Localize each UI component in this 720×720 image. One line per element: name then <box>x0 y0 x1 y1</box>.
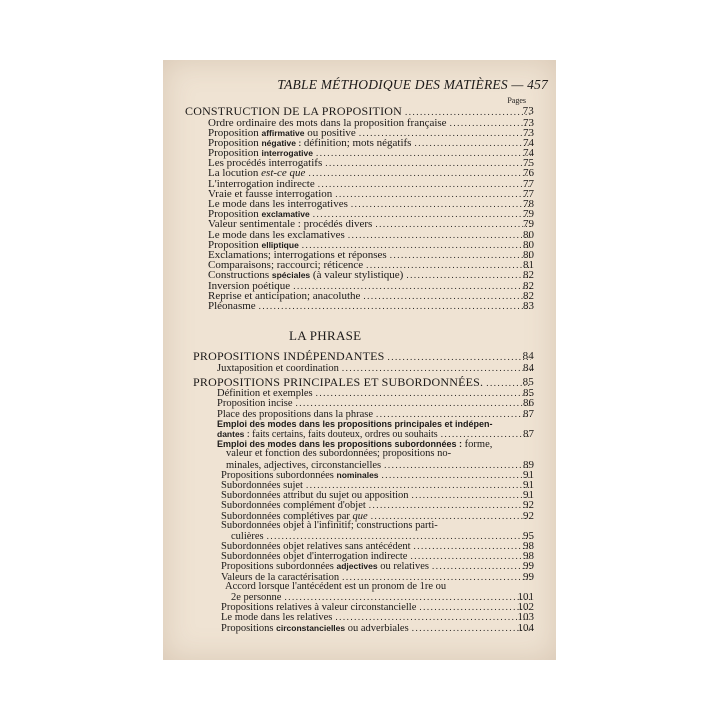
page-number: 82 <box>523 269 534 282</box>
toc-entry-infinitif-line2: culières ..... 95 <box>163 531 556 541</box>
toc-entry: Constructions spéciales (à valeur stylistique) ..... 82 <box>163 270 556 280</box>
toc-entry-accord-line1: Accord lorsque l'antécédent est un pronom de 1re ou <box>225 580 447 592</box>
toc-entry: Vraie et fausse interrogation ..... 77 <box>163 189 556 199</box>
toc-entry: Propositions subordonnées adjectives ou relatives ..... 99 <box>163 561 556 571</box>
toc-entry: Proposition négative : définition; mots négatifs ..... 74 <box>163 138 556 148</box>
page-number: 92 <box>523 499 534 512</box>
toc-entry: Proposition affirmative ou positive ..... 73 <box>163 128 556 138</box>
toc-entry-infinitif-line1: Subordonnées objet à l'infinitif; constructions parti- <box>221 519 438 531</box>
page-number: 77 <box>523 187 534 200</box>
toc-entry: Subordonnées objet d'interrogation indirecte ..... 98 <box>163 551 556 561</box>
toc-entry: Pléonasme ..... 83 <box>163 301 556 311</box>
toc-entry-emploi-modes-2-line1: Emploi des modes dans les propositions subordonnées : forme, <box>217 439 493 451</box>
toc-heading-principales: PROPOSITIONS PRINCIPALES ET SUBORDONNÉES. ..... 85 <box>163 377 556 389</box>
toc-entry: Subordonnées attribut du sujet ou apposition ..... 91 <box>163 490 556 500</box>
toc-entry: Subordonnées sujet ..... 91 <box>163 480 556 490</box>
book-page <box>163 60 556 660</box>
page-number: 91 <box>523 478 534 491</box>
page-number: 82 <box>523 289 534 302</box>
page-number: 91 <box>523 468 534 481</box>
toc-entry-emploi-modes-1-line2: dantes : faits certains, faits douteux, ordres ou souhaits ..... 87 <box>163 429 556 439</box>
toc-entry: Définition et exemples ..... 85 <box>163 388 556 398</box>
toc-entry: Inversion poétique ..... 82 <box>163 281 556 291</box>
toc-entry: Les procédés interrogatifs ..... 75 <box>163 158 556 168</box>
page-number: 92 <box>523 509 534 522</box>
page-number: 85 <box>523 387 534 400</box>
toc-entry: Valeur sentimentale : procédés divers ..... 79 <box>163 219 556 229</box>
toc-entry: Le mode dans les exclamatives ..... 80 <box>163 230 556 240</box>
toc-entry: Proposition incise ..... 86 <box>163 398 556 408</box>
toc-entry: Exclamations; interrogations et réponses ..... 80 <box>163 250 556 260</box>
toc-entry: Valeurs de la caractérisation ..... 99 <box>163 572 556 582</box>
page-number: 73 <box>523 126 534 139</box>
page-number: 79 <box>523 208 534 221</box>
page-number: 99 <box>523 570 534 583</box>
page-number: 104 <box>517 621 534 634</box>
page-number: 99 <box>523 560 534 573</box>
toc-entry-emploi-modes-2-line3: minales, adjectives, circonstancielles ..... 89 <box>163 460 556 470</box>
page-number: 75 <box>523 157 534 170</box>
toc-entry: Le mode dans les relatives ..... 103 <box>163 612 556 622</box>
toc-entry-emploi-modes-2-line2: valeur et fonction des subordonnées; propositions no- <box>226 448 452 460</box>
toc-entry: Propositions subordonnées nominales ..... 91 <box>163 470 556 480</box>
page-number: 73 <box>523 116 534 129</box>
page-number: 91 <box>523 489 534 502</box>
page-number: 102 <box>517 601 534 614</box>
page-number: 80 <box>523 228 534 241</box>
page-number: 86 <box>523 397 534 410</box>
toc-entry-juxtaposition: Juxtaposition et coordination ..... 84 <box>163 363 556 373</box>
toc-entry-accord-line2: 2e personne ..... 101 <box>163 592 556 602</box>
page-number: 78 <box>523 198 534 210</box>
toc-entry: Ordre ordinaire des mots dans la proposition française ..... 73 <box>163 118 556 128</box>
toc-entry: Proposition interrogative ..... 74 <box>163 148 556 158</box>
page-number: 83 <box>523 299 534 312</box>
toc-entry: Propositions relatives à valeur circonstancielle ..... 102 <box>163 602 556 612</box>
page-number: 103 <box>517 611 534 624</box>
toc-entry: L'interrogation indirecte ..... 77 <box>163 179 556 189</box>
toc-entry: Place des propositions dans la phrase ..... 87 <box>163 409 556 419</box>
page-number: 79 <box>523 218 534 231</box>
page-number: 77 <box>523 177 534 190</box>
toc-entry: Subordonnées complétives par que ..... 92 <box>163 511 556 521</box>
page-number: 81 <box>523 259 534 272</box>
page-number: 76 <box>523 167 534 180</box>
page-number: 74 <box>523 136 534 149</box>
toc-entry: Subordonnées objet relatives sans antécédent ..... 98 <box>163 541 556 551</box>
page-number: 82 <box>523 279 534 292</box>
toc-heading-construction: CONSTRUCTION DE LA PROPOSITION ..... 73 <box>163 106 556 118</box>
table-of-contents <box>163 106 556 633</box>
page-number: 80 <box>523 248 534 261</box>
toc-entry: Comparaisons; raccourci; réticence ..... 81 <box>163 260 556 270</box>
toc-entry: Reprise et anticipation; anacoluthe ..... 82 <box>163 291 556 301</box>
toc-entry: Proposition exclamative ..... 79 <box>163 209 556 219</box>
page-number: 80 <box>523 238 534 251</box>
toc-entry: La locution est-ce que ..... 76 <box>163 168 556 178</box>
page-number: 98 <box>523 540 534 553</box>
toc-entry: Proposition elliptique ..... 80 <box>163 240 556 250</box>
page-number: 74 <box>523 147 534 160</box>
running-header: TABLE MÉTHODIQUE DES MATIÈRES — 457 <box>277 77 548 92</box>
toc-entry: Propositions circonstancielles ou adverbiales ..... 104 <box>163 623 556 633</box>
pages-column-label: Pages <box>507 96 526 105</box>
page-number: 98 <box>523 550 534 563</box>
toc-entry: Subordonnées complément d'objet ..... 92 <box>163 500 556 510</box>
toc-heading-independantes: PROPOSITIONS INDÉPENDANTES ..... 84 <box>163 351 556 363</box>
section-title-la-phrase: LA PHRASE <box>289 328 362 344</box>
page-number: 87 <box>523 407 534 420</box>
toc-entry: Le mode dans les interrogatives ..... 78 <box>163 199 556 209</box>
toc-entry-emploi-modes-1-line1: Emploi des modes dans les propositions principales et indépen- <box>217 418 493 429</box>
